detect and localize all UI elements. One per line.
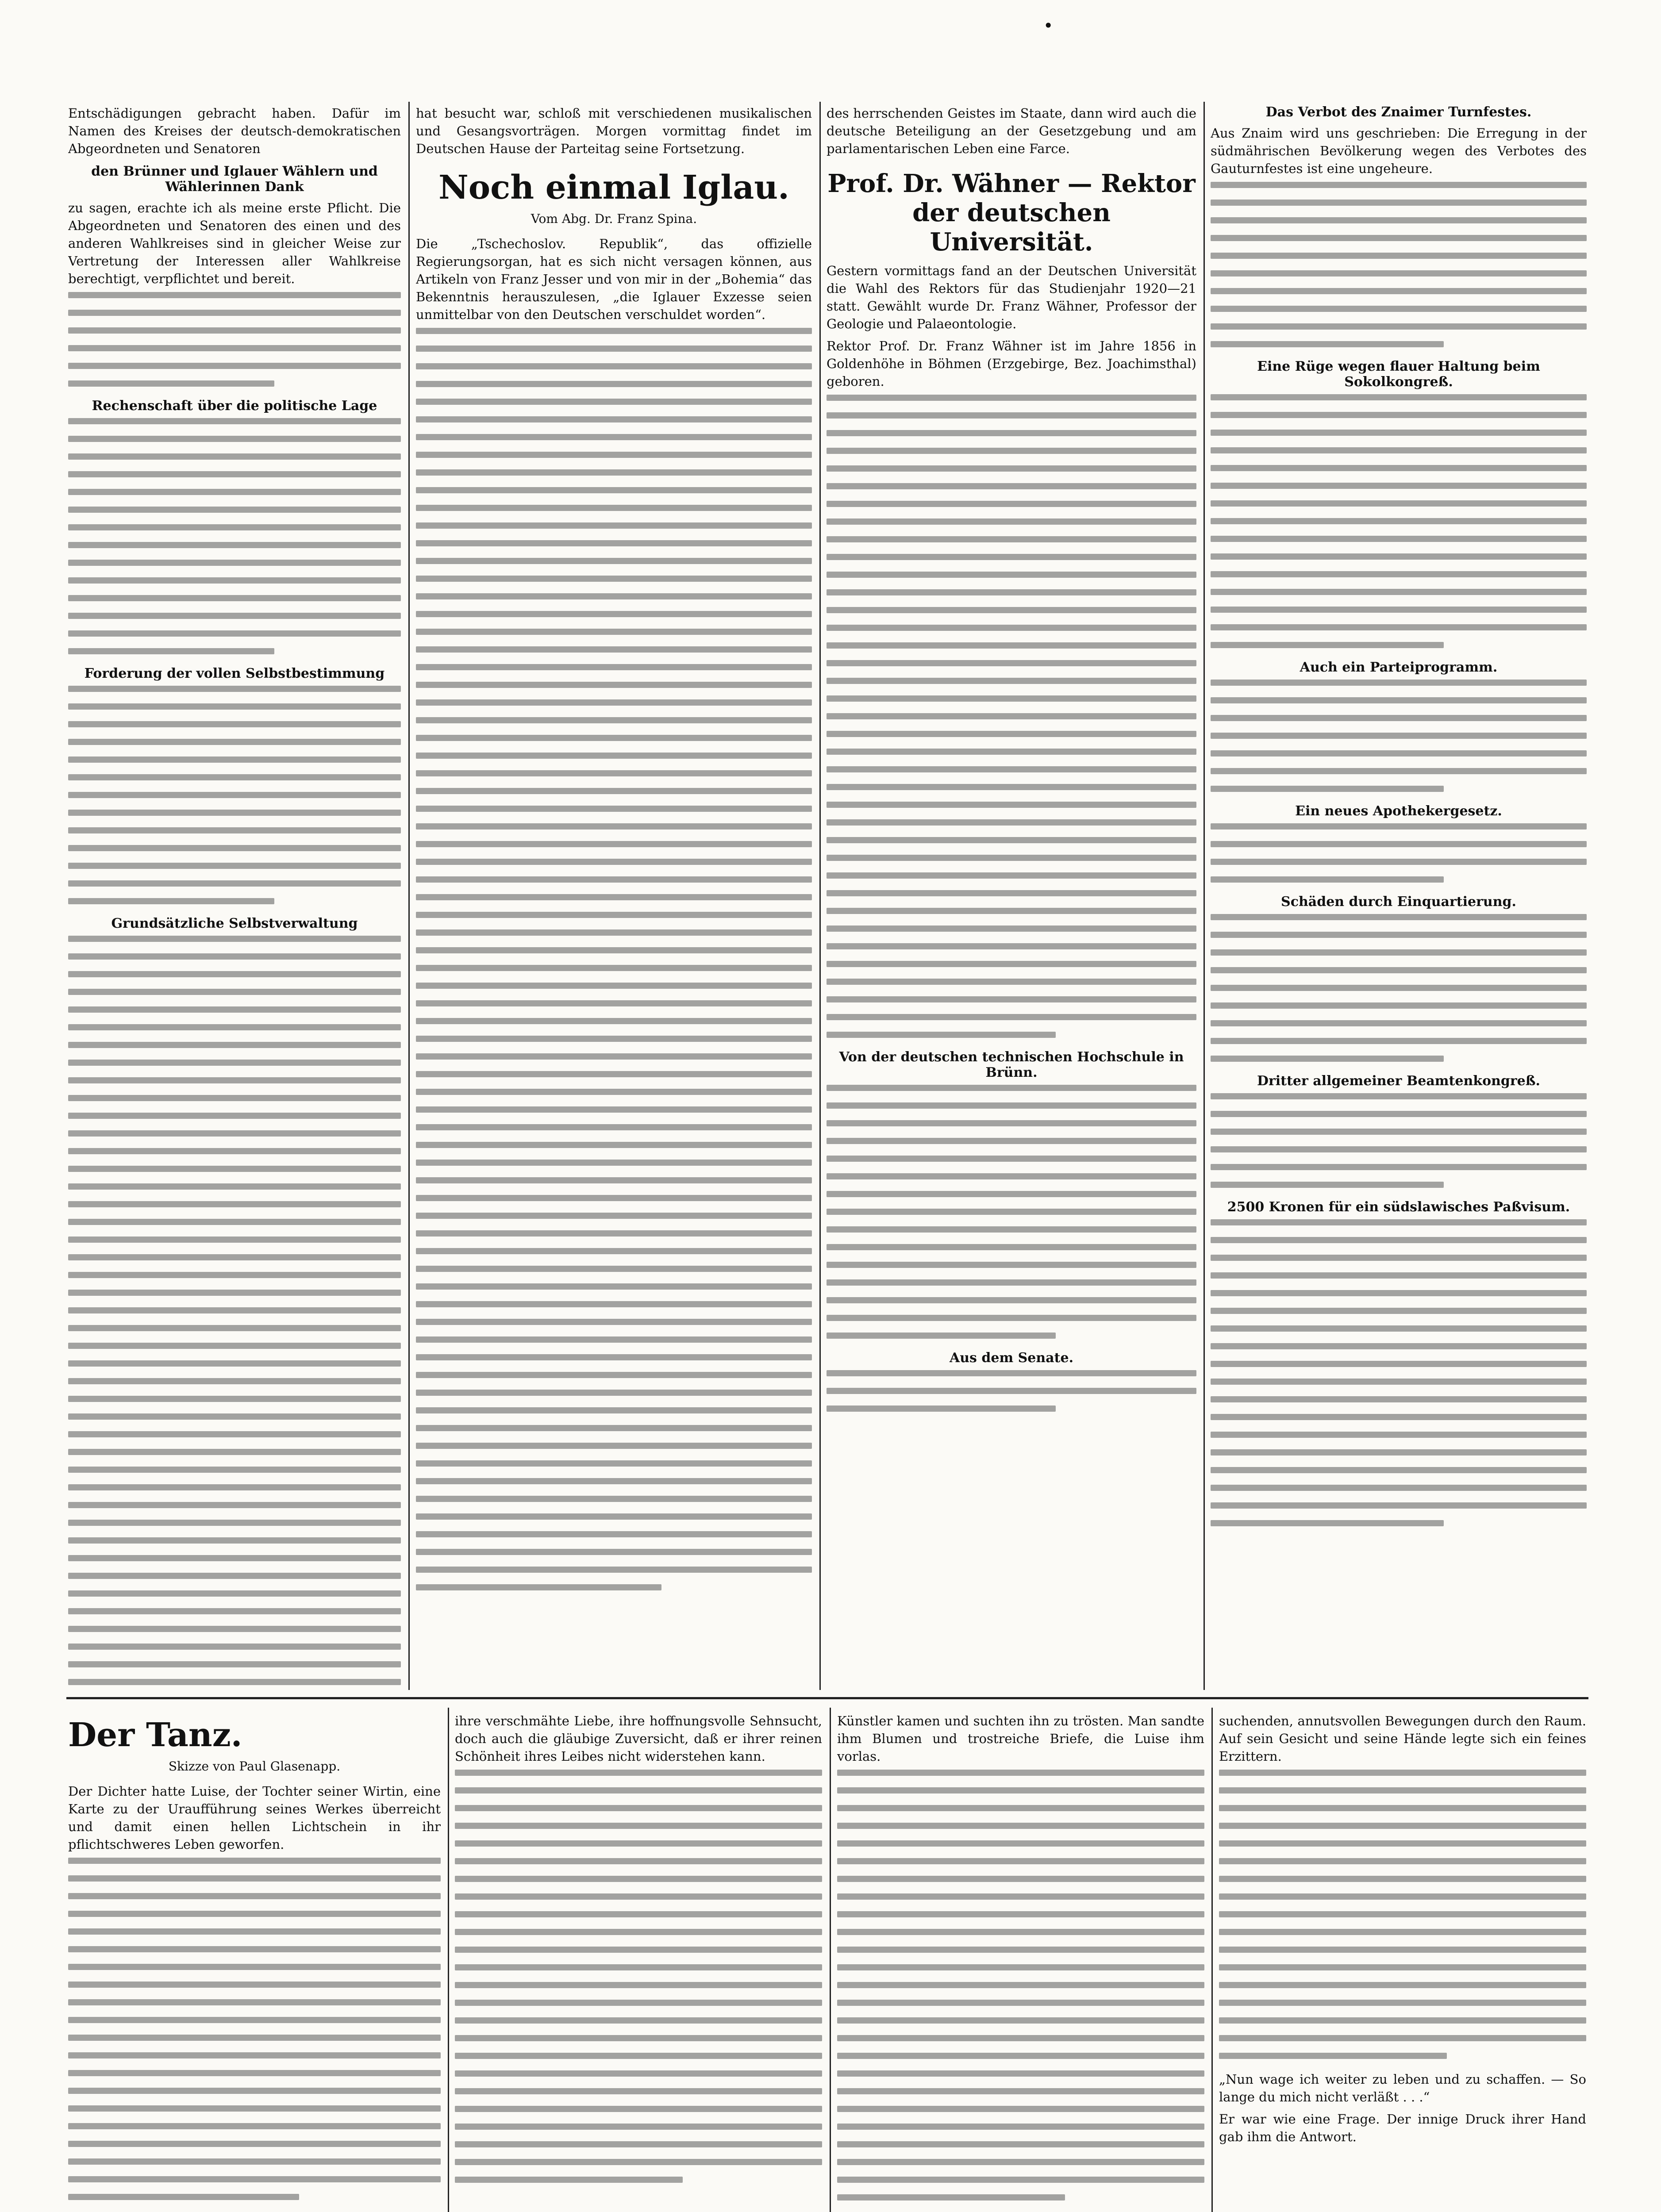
section-heading: Forderung der vollen Selbstbestimmung: [84, 666, 385, 681]
text-block: [1211, 914, 1587, 1062]
column-rule: [408, 102, 410, 1690]
section-heading: Eine Rüge wegen flauer Haltung beim Sokolkongreß.: [1257, 359, 1540, 390]
article-text: Aus Znaim wird uns geschrieben: Die Erregung in der südmährischen Bevölkerung wegen des Verbotes des Gauturnfestes ist eine ungeheure.: [1211, 126, 1587, 176]
section-heading: den Brünner und Iglauer Wählern und Wählerinnen Dank: [91, 164, 378, 195]
article-byline: Skizze von Paul Glasenapp.: [168, 1759, 341, 1774]
article-text: Rektor Prof. Dr. Franz Wähner ist im Jahre 1856 in Goldenhöhe in Böhmen (Erzgebirge, Bez. Joachimsthal) geboren.: [827, 338, 1196, 389]
column-rule: [1203, 102, 1205, 1690]
upper-column-3: [827, 104, 1196, 1688]
lower-column-1: [68, 1712, 441, 2212]
text-block: [416, 328, 812, 1590]
article-title: Noch einmal Iglau.: [438, 169, 789, 207]
section-heading: Rechenschaft über die politische Lage: [92, 398, 377, 414]
text-block: [68, 1858, 441, 2200]
section-heading: 2500 Kronen für ein südslawisches Paßvisum.: [1227, 1199, 1570, 1215]
section-heading: Das Verbot des Znaimer Turnfestes.: [1265, 104, 1532, 120]
section-heading: Auch ein Parteiprogramm.: [1300, 660, 1498, 675]
column-rule: [1211, 1708, 1213, 2212]
upper-column-4: [1211, 104, 1587, 1688]
text-block: [68, 686, 401, 904]
text-block: [1211, 394, 1587, 648]
text-block: [827, 1085, 1196, 1339]
text-block: [68, 936, 401, 1688]
article-text: des herrschenden Geistes im Staate, dann wird auch die deutsche Beteiligung an der Gesetzgebung und am parlamentarischen Leben eine Farce.: [827, 106, 1196, 156]
section-heading: Von der deutschen technischen Hochschule in Brünn.: [839, 1049, 1184, 1080]
article-quote: „Nun wage ich weiter zu leben und zu schaffen. — So lange du mich nicht verläßt . . .“: [1219, 2072, 1586, 2104]
section-heading: Ein neues Apothekergesetz.: [1295, 803, 1502, 819]
section-heading: Aus dem Senate.: [949, 1350, 1074, 1366]
text-block: [68, 418, 401, 654]
article-text: Er war wie eine Frage. Der innige Druck ihrer Hand gab ihm die Antwort.: [1219, 2112, 1586, 2144]
column-rule: [830, 1708, 831, 2212]
column-rule: [448, 1708, 449, 2212]
top-mark: •: [1043, 16, 1054, 35]
text-block: [1211, 680, 1587, 792]
upper-column-1: [68, 104, 401, 1688]
article-text: Die „Tschechoslov. Republik“, das offizielle Regierungsorgan, hat es sich nicht versagen können, aus Artikeln von Franz Jesser und von mir in der „Bohemia“ das Bekenntnis herauszulesen, „die Iglauer Exzesse seien unmittelbar von den Deutschen verschuldet worden“.: [416, 236, 812, 322]
column-rule: [819, 102, 821, 1690]
article-text: suchenden, annutsvollen Bewegungen durch den Raum. Auf sein Gesicht und seine Hände legte sich ein feines Erzittern.: [1219, 1713, 1586, 1764]
text-block: [827, 1370, 1196, 1412]
lower-column-3: [837, 1712, 1204, 2212]
text-block: [827, 395, 1196, 1038]
article-text: Der Dichter hatte Luise, der Tochter seiner Wirtin, eine Karte zu der Uraufführung seines Werkes überreicht und damit einen hellen Lichtschein in ihr pflichtschweres Leben geworfen.: [68, 1784, 441, 1852]
article-byline: Vom Abg. Dr. Franz Spina.: [531, 211, 697, 226]
text-block: [1219, 1770, 1586, 2059]
lower-column-4: [1219, 1712, 1586, 2212]
text-block: [1211, 182, 1587, 347]
text-block: [68, 292, 401, 387]
lower-column-2: [455, 1712, 822, 2212]
section-heading: Grundsätzliche Selbstverwaltung: [111, 916, 358, 931]
text-block: [455, 1770, 822, 2183]
text-block: [1211, 1219, 1587, 1526]
upper-column-2: [416, 104, 812, 1688]
section-divider: [66, 1697, 1588, 1699]
article-text: Entschädigungen gebracht haben. Dafür im Namen des Kreises der deutsch-demokratischen Abgeordneten und Senatoren: [68, 106, 401, 156]
article-text: hat besucht war, schloß mit verschiedenen musikalischen und Gesangsvorträgen. Morgen vormittag findet im Deutschen Hause der Parteitag seine Fortsetzung.: [416, 106, 812, 156]
article-title: Der Tanz.: [68, 1716, 242, 1754]
text-block: [1211, 823, 1587, 883]
text-block: [837, 1770, 1204, 2200]
article-text: ihre verschmähte Liebe, ihre hoffnungsvolle Sehnsucht, doch auch die gläubige Zuversicht, daß er ihrer reinen Schönheit ihres Leibes nicht widerstehen kann.: [455, 1713, 822, 1764]
article-text: Gestern vormittags fand an der Deutschen Universität die Wahl des Rektors für das Studienjahr 1920—21 statt. Gewählt wurde Dr. Franz Wähner, Professor der Geologie und Palaeontologie.: [827, 263, 1196, 331]
article-text: Künstler kamen und suchten ihn zu trösten. Man sandte ihm Blumen und trostreiche Briefe, die Luise ihm vorlas.: [837, 1713, 1204, 1764]
article-text: zu sagen, erachte ich als meine erste Pflicht. Die Abgeordneten und Senatoren des einen und des anderen Wahlkreises sind in gleicher Weise zur Vertretung der Interessen aller Wahlkreise berechtigt, verpflichtet und bereit.: [68, 200, 401, 286]
section-heading: Schäden durch Einquartierung.: [1281, 894, 1516, 910]
article-title: Prof. Dr. Wähner — Rektor der deutschen Universität.: [827, 169, 1196, 257]
text-block: [1211, 1093, 1587, 1188]
section-heading: Dritter allgemeiner Beamtenkongreß.: [1257, 1073, 1541, 1089]
